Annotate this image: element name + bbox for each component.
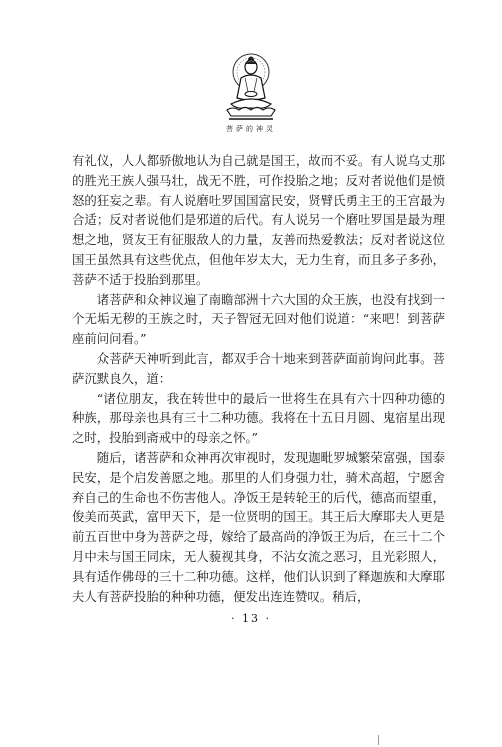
page-header [0, 50, 502, 138]
paragraph: “诸位朋友，我在转世中的最后一世将生在具有六十四种功德的种族，那母亲也具有三十二种功德。我将在十五日月圆、鬼宿星出现之时，投胎到斋戒中的母亲之怀。” [72, 390, 445, 446]
paragraph: 有礼仪，人人都骄傲地认为自己就是国王，故而不妥。有人说乌丈那的胜光王族人强马壮，战无不胜，可作投胎之地；反对者说他们是愤怒的狂妄之辈。有人说磨吐罗国国富民安，贤臂氏勇主王的王宫最为合适；反对者说他们是邪道的后代。有人说另一个磨吐罗国是最为理想之地，贤友王有征服敌人的力量，友善而热爱教法；反对者说这位国王虽然具有这些优点，但他年岁太大，无力生育，而且多子多孙，菩萨不适于投胎到那里。 [72, 153, 445, 287]
binding-mark [378, 735, 379, 745]
paragraph: 诸菩萨和众神议遍了南瞻部洲十六大国的众王族，也没有找到一个无垢无秽的王族之时，天子智冠无回对他们说道：“来吧！到菩萨座前问问看。” [72, 291, 445, 347]
paragraph: 随后，诸菩萨和众神再次审视时，发现迦毗罗城繁荣富强，国泰民安，是个启发善愿之地。那里的人们身强力壮，骑术高超，宁愿舍弃自己的生命也不伤害他人。净饭王是转轮王的后代，德高而望重，俊美而英武，富甲天下，是一位贤明的国王。其王后大摩耶夫人更是前五百世中身为菩萨之母，嫁给了最高尚的净饭王为后，在三十二个月中未与国王同床，无人藐视其身，不沾女流之恶习，且光彩照人，具有适作佛母的三十二种功德。这样，他们认识到了释迦族和大摩耶夫人有菩萨投胎的种种功德，便发出连连赞叹。稍后， [72, 449, 445, 604]
body-text [72, 151, 445, 606]
page-number: · 13 · [231, 612, 271, 625]
paragraph: 众菩萨天神听到此言，都双手合十地来到菩萨面前询问此事。菩萨沉默良久，道： [72, 350, 445, 386]
running-title: 菩萨的神灵 [226, 125, 276, 133]
seated-buddha-icon [219, 50, 283, 122]
